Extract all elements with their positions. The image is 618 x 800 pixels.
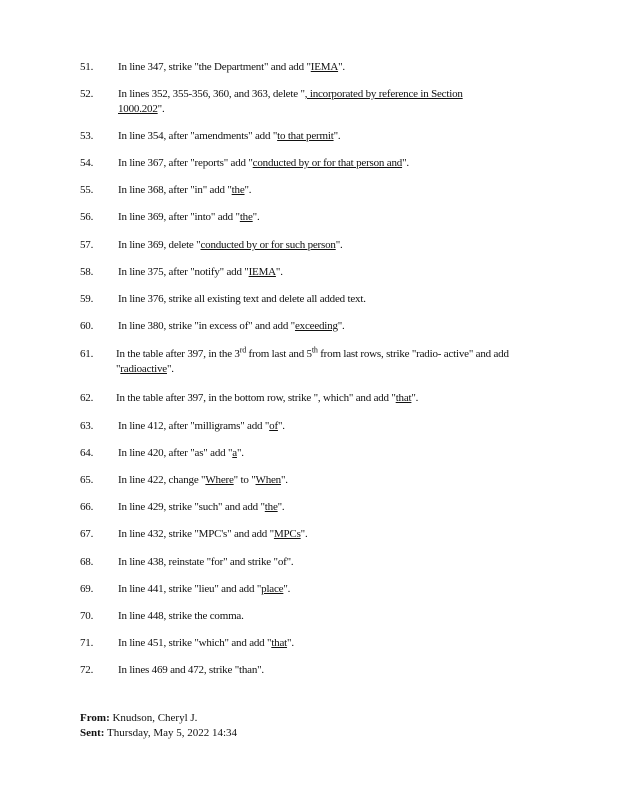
item-number: 54. <box>80 157 94 169</box>
item-number: 62. <box>80 392 94 404</box>
item-text: In the table after 397, in the bottom row, strike ", which" and add "that". <box>116 392 419 404</box>
item-number: 70. <box>80 610 94 622</box>
item-number: 60. <box>80 320 94 332</box>
item-number: 59. <box>80 293 94 305</box>
item-number: 55. <box>80 184 94 196</box>
item-number: 71. <box>80 637 94 649</box>
item-number: 67. <box>80 528 94 540</box>
item-number: 65. <box>80 474 94 486</box>
from-value: Knudson, Cheryl J. <box>109 712 198 724</box>
item-text: In line 432, strike "MPC's" and add "MPCs". <box>118 528 308 540</box>
item-text: In line 367, after "reports" add "conducted by or for that person and". <box>118 157 409 169</box>
item-number: 52. <box>80 88 94 100</box>
item-text: In line 412, after "milligrams" add "of". <box>118 420 285 432</box>
item-number: 51. <box>80 61 94 73</box>
item-text: In line 441, strike "lieu" and add "place". <box>118 583 291 595</box>
email-from-line <box>80 711 197 726</box>
item-number: 63. <box>80 420 94 432</box>
item-text: In line 375, after "notify" add "IEMA". <box>118 266 283 278</box>
item-text: In line 429, strike "such" and add "the". <box>118 501 285 513</box>
item-number: 64. <box>80 447 94 459</box>
item-number: 58. <box>80 266 94 278</box>
sent-value: Thursday, May 5, 2022 14:34 <box>104 727 238 739</box>
item-number: 57. <box>80 239 94 251</box>
item-number: 68. <box>80 556 94 568</box>
item-text: In line 420, after "as" add "a". <box>118 447 244 459</box>
item-text: In line 376, strike all existing text and delete all added text. <box>118 293 366 305</box>
item-number: 56. <box>80 211 94 223</box>
item-number: 53. <box>80 130 94 142</box>
item-text: In line 369, delete "conducted by or for such person". <box>118 239 343 251</box>
item-text: In line 380, strike "in excess of" and add "exceeding". <box>118 320 345 332</box>
item-text: In lines 469 and 472, strike "than". <box>118 664 264 676</box>
item-text: In the table after 397, in the 3rd from last and 5th from last rows, strike "radio- active" and add "radioactive". <box>116 345 509 375</box>
item-text: In line 448, strike the comma. <box>118 610 244 622</box>
item-text: In lines 352, 355-356, 360, and 363, delete ", incorporated by reference in Section 1000.202". <box>118 88 463 115</box>
item-number: 61. <box>80 348 94 360</box>
item-text: In line 354, after "amendments" add "to that permit". <box>118 130 341 142</box>
email-sent-line <box>80 726 237 741</box>
item-text: In line 438, reinstate "for" and strike "of". <box>118 556 294 568</box>
item-text: In line 368, after "in" add "the". <box>118 184 252 196</box>
item-number: 69. <box>80 583 94 595</box>
item-text: In line 451, strike "which" and add "that". <box>118 637 294 649</box>
from-label: From: <box>80 712 110 724</box>
sent-label: Sent: <box>80 727 105 739</box>
item-text: In line 422, change "Where" to "When". <box>118 474 288 486</box>
item-number: 72. <box>80 664 94 676</box>
item-text: In line 347, strike "the Department" and add "IEMA". <box>118 61 345 73</box>
item-text: In line 369, after "into" add "the". <box>118 211 260 223</box>
item-number: 66. <box>80 501 94 513</box>
